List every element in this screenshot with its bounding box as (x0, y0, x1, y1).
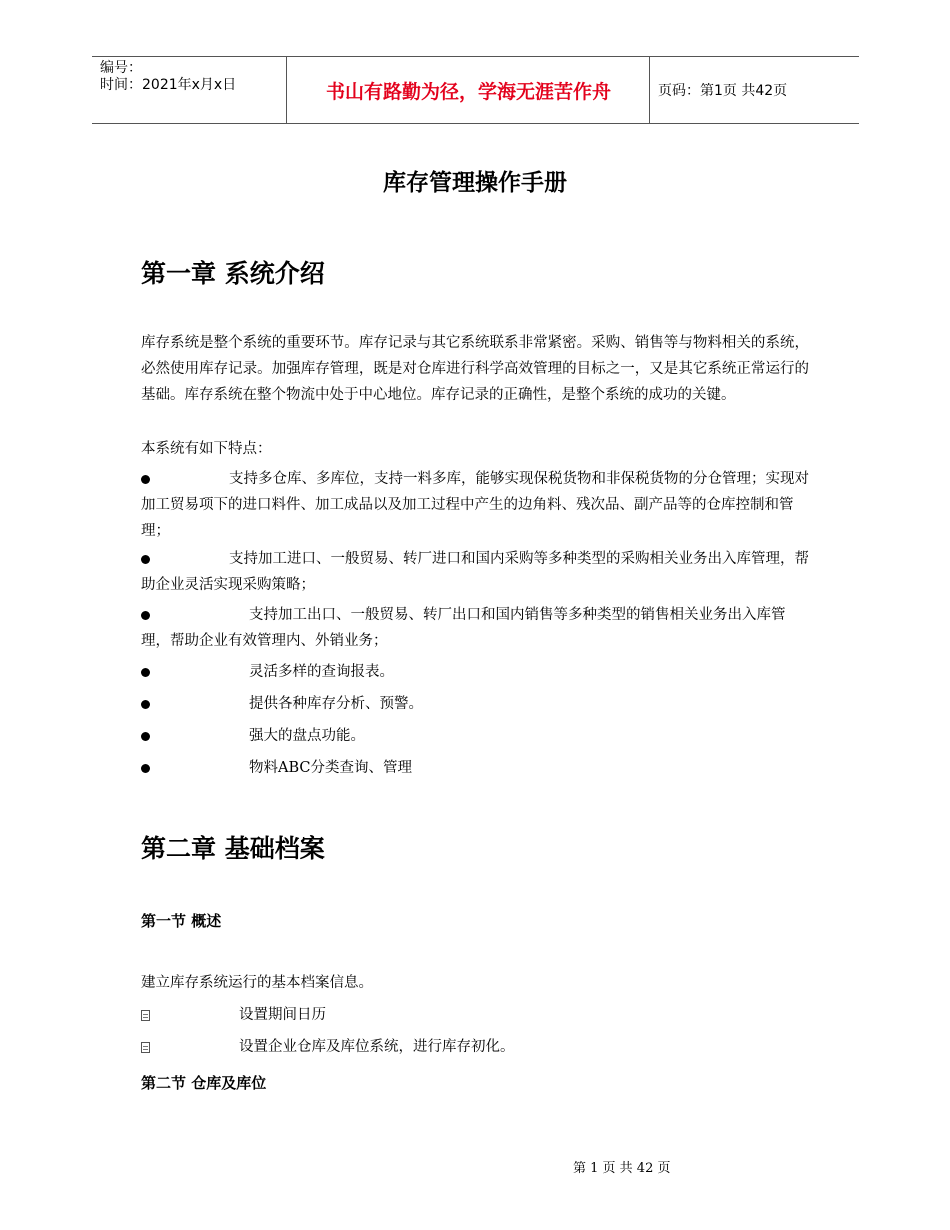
chapter-2-heading: 第二章 基础档案 (141, 834, 325, 863)
section-1-intro: 建立库存系统运行的基本档案信息。 (141, 975, 373, 991)
feature-item: 提供各种库存分析、预警。 (249, 696, 423, 712)
feature-abc-suffix: 分类查询、管理 (310, 760, 412, 776)
page-footer: 第 1 页 共 42 页 (573, 1161, 671, 1176)
chapter-1-heading: 第一章 系统介绍 (141, 259, 325, 288)
header-motto: 书山有路勤为径，学海无涯苦作舟 (325, 81, 611, 103)
page-header-table (92, 56, 859, 124)
document-title: 库存管理操作手册 (383, 170, 567, 196)
features-lead: 本系统有如下特点： (141, 441, 272, 457)
section-2-heading: 第二节 仓库及库位 (141, 1074, 267, 1092)
section-1-item: 设置企业仓库及库位系统，进行库存初化。 (239, 1039, 515, 1055)
feature-item: 支持多仓库、多库位，支持一料多库，能够实现保税货物和非保税货物的分仓管理；实现对加工贸易项下的进口料件、加工成品以及加工过程中产生的边角料、残次品、副产品等的仓库控制和管理； (141, 471, 809, 539)
feature-item: 灵活多样的查询报表。 (249, 664, 394, 680)
feature-abc-prefix: 物料ABC (249, 760, 311, 776)
header-time-label: 时间：2021年x月x日 (100, 77, 237, 93)
section-1-item: 设置期间日历 (239, 1007, 326, 1023)
feature-item: 支持加工出口、一般贸易、转厂出口和国内销售等多种类型的销售相关业务出入库管理，帮助企业有效管理内、外销业务； (141, 607, 786, 649)
header-page-info: 页码：第1页 共42页 (658, 83, 788, 99)
header-meta (100, 60, 236, 94)
feature-item (141, 755, 809, 781)
header-number-label: 编号： (100, 60, 142, 76)
feature-item: 强大的盘点功能。 (249, 728, 365, 744)
chapter-1-intro: 库存系统是整个系统的重要环节。库存记录与其它系统联系非常紧密。采购、销售等与物料相关的系统，必然使用库存记录。加强库存管理，既是对仓库进行科学高效管理的目标之一，又是其它系统正常运行的基础。库存系统在整个物流中处于中心地位。库存记录的正确性，是整个系统的成功的关键。 (141, 335, 809, 403)
section-1-heading: 第一节 概述 (141, 912, 222, 930)
feature-item: 支持加工进口、一般贸易、转厂进口和国内采购等多种类型的采购相关业务出入库管理，帮助企业灵活实现采购策略； (141, 551, 809, 593)
